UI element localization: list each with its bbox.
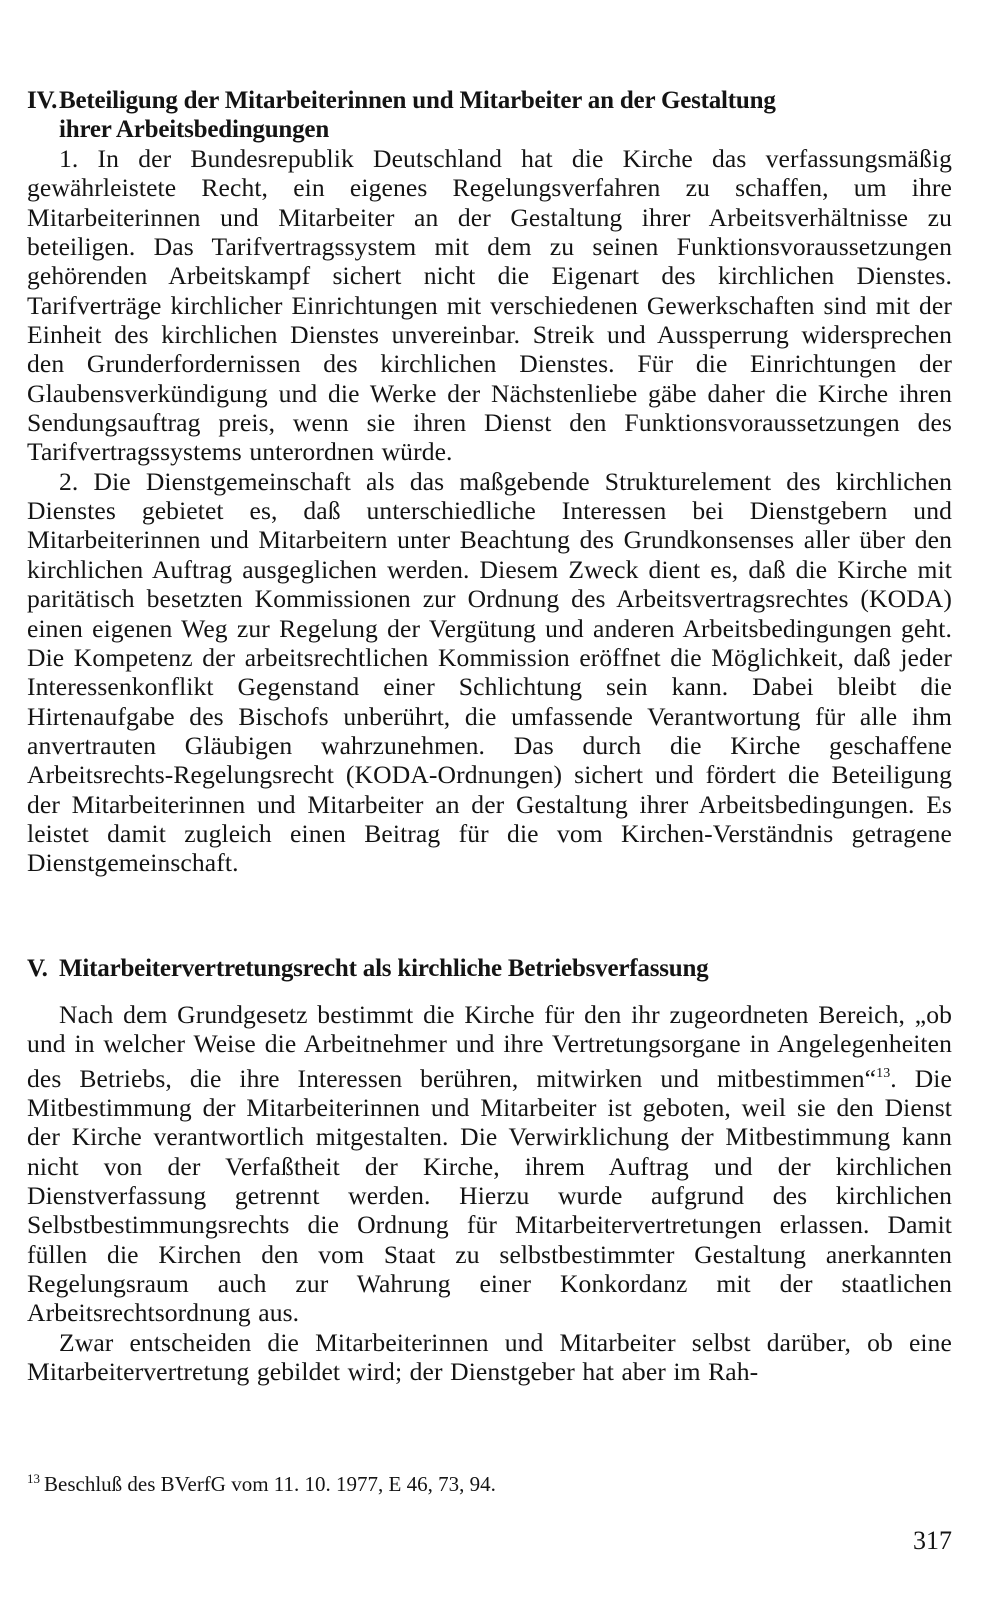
section-iv-body: [27, 144, 952, 878]
page-number: 317: [913, 1526, 952, 1555]
footnote: [27, 1466, 496, 1497]
paragraph-3-part-2: . Die Mitbestimmung der Mitarbeiterinnen und Mitarbeiter ist geboten, weil sie den Dienst der Kirche verantwortlich mitgestalten. Die Verwirklichung der Mitbestimmung kann nicht von der Verfaßtheit der Kirche, ihrem Auftrag und der kirchlichen Dienstverfassung getrennt werden. Hierzu wurde aufgrund des kirchlichen Selbstbestimmungsrechts die Ordnung für Mitarbeitervertretungen erlassen. Damit füllen die Kirchen den vom Staat zu selbstbestimmter Gestaltung anerkannten Regelungsraum auch zur Wahrung einer Konkordanz mit der staatlichen Arbeitsrechtsordnung aus.: [27, 1063, 952, 1328]
section-number: V.: [27, 955, 48, 982]
section-title-line-2: ihrer Arbeitsbedingungen: [59, 116, 330, 143]
paragraph-1: 1. In der Bundesrepublik Deutschland hat die Kirche das verfassungsmäßig gewährleistete Recht, ein eigenes Regelungsverfahren zu schaffen, um ihre Mitarbeiterinnen und Mitarbeiter an der Gestaltung ihrer Arbeitsverhältnisse zu beteiligen. Das Tarifvertragssystem mit dem zu seinen Funktionsvoraussetzungen gehörenden Arbeitskampf sichert nicht die Eigenart des kirchlichen Dienstes. Tarifverträge kirchlicher Einrichtungen mit verschiedenen Gewerkschaften sind mit der Einheit des kirchlichen Dienstes unvereinbar. Streik und Aussperrung widersprechen den Grunderfordernissen des kirchlichen Dienstes. Für die Einrichtungen der Glaubensverkündigung und die Werke der Nächstenliebe gäbe daher die Kirche ihren Sendungsauftrag preis, wenn sie ihren Dienst den Funktionsvoraussetzungen des Tarifvertragssystems unterordnen würde.: [27, 144, 952, 467]
section-heading-v: [27, 954, 952, 983]
paragraph-3: [27, 1000, 952, 1328]
footnote-reference: 13: [876, 1065, 891, 1081]
section-v-body: [27, 1000, 952, 1386]
footnote-text: Beschluß des BVerfG vom 11. 10. 1977, E 46, 73, 94.: [44, 1472, 496, 1496]
footnote-marker: 13: [27, 1471, 40, 1486]
section-heading-iv: [27, 86, 952, 144]
section-title: Mitarbeitervertretungsrecht als kirchliche Betriebsverfassung: [59, 955, 709, 982]
section-title-line-1: Beteiligung der Mitarbeiterinnen und Mitarbeiter an der Gestaltung: [59, 87, 776, 114]
paragraph-4: Zwar entscheiden die Mitarbeiterinnen und Mitarbeiter selbst darüber, ob eine Mitarbeitervertretung gebildet wird; der Dienstgeber hat aber im Rah-: [27, 1327, 952, 1387]
paragraph-2: 2. Die Dienstgemeinschaft als das maßgebende Strukturelement des kirchlichen Dienstes gebietet es, daß unterschiedliche Interessen bei Dienstgebern und Mitarbeiterinnen und Mitarbeitern unter Beachtung des Grundkonsenses aller über den kirchlichen Auftrag ausgeglichen werden. Diesem Zweck dient es, daß die Kirche mit paritätisch besetzten Kommissionen zur Ordnung des Arbeitsvertragsrechtes (KODA) einen eigenen Weg zur Regelung der Vergütung und anderen Arbeitsbedingungen geht. Die Kompetenz der arbeitsrechtlichen Kommission eröffnet die Möglichkeit, daß jeder Interessenkonflikt Gegenstand einer Schlichtung sein kann. Dabei bleibt die Hirtenaufgabe des Bischofs unberührt, die umfassende Verantwortung für alle ihm anvertrauten Gläubigen wahrzunehmen. Das durch die Kirche geschaffene Arbeitsrechts-Regelungsrecht (KODA-Ordnungen) sichert und fördert die Beteiligung der Mitarbeiterinnen und Mitarbeiter an der Gestaltung ihrer Arbeitsbedingungen. Es leistet damit zugleich einen Beitrag für die vom Kirchen-Verständnis getragene Dienstgemeinschaft.: [27, 466, 952, 878]
section-number: IV.: [27, 87, 58, 114]
paragraph-3-part-1: Nach dem Grundgesetz bestimmt die Kirche für den ihr zugeordneten Bereich, „ob und in welcher Weise die Arbeitnehmer und ihre Vertretungsorgane in Angelegenheiten des Betriebs, die ihre Interessen berühren, mitwirken und mitbestimmen“: [27, 1000, 952, 1093]
